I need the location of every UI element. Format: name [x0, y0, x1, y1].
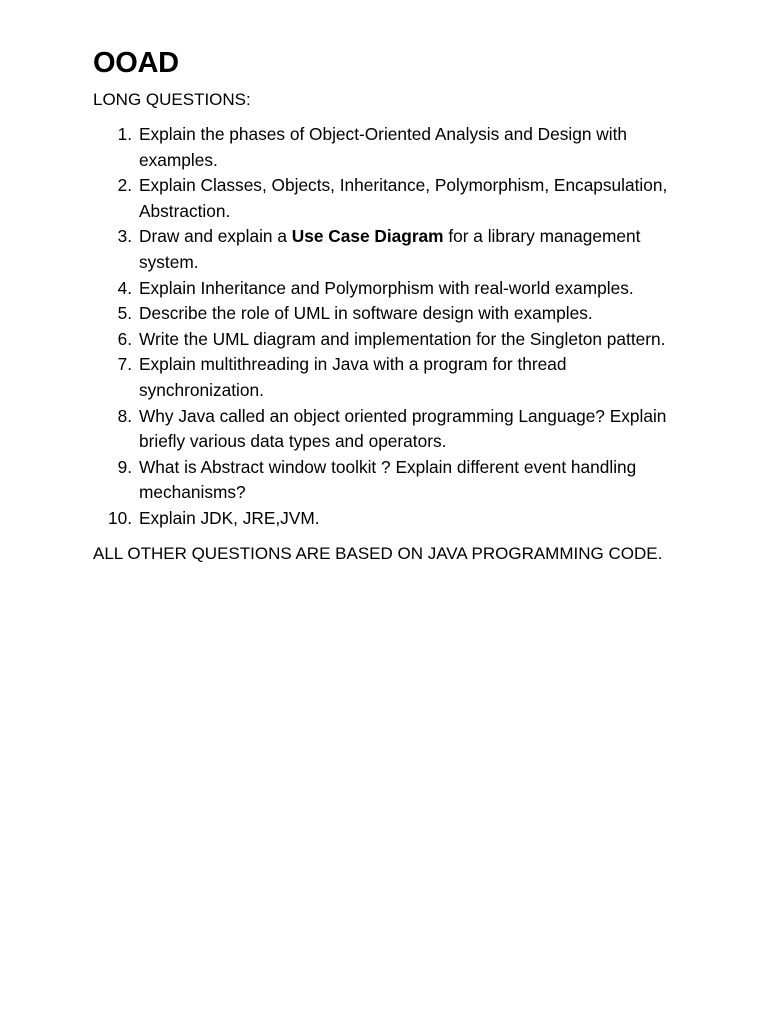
- question-item: [93, 327, 693, 353]
- question-text: What is Abstract window toolkit ? Explain different event handling mechanisms?: [139, 456, 637, 503]
- question-text: Explain JDK, JRE,JVM.: [139, 507, 320, 528]
- question-item: [93, 301, 693, 327]
- question-text: Explain the phases of Object-Oriented Analysis and Design with examples.: [139, 124, 627, 170]
- question-number: 3.: [117, 226, 132, 247]
- question-item: [93, 404, 693, 455]
- question-number: 5.: [117, 303, 132, 324]
- question-text: Explain Inheritance and Polymorphism with real-world examples.: [139, 277, 634, 298]
- question-number: 2.: [117, 175, 132, 196]
- question-number: 7.: [117, 354, 132, 375]
- question-text: Why Java called an object oriented programming Language? Explain briefly various data types and operators.: [139, 405, 667, 452]
- question-number: 9.: [117, 456, 132, 477]
- question-text: Describe the role of UML in software design with examples.: [139, 303, 593, 324]
- emphasis-text: Use Case Diagram: [291, 226, 444, 247]
- question-number: 6.: [117, 328, 132, 349]
- section-heading: LONG QUESTIONS:: [93, 90, 251, 109]
- document-title: OOAD: [93, 47, 179, 79]
- question-item: [93, 122, 693, 173]
- question-text: Write the UML diagram and implementation for the Singleton pattern.: [139, 328, 666, 349]
- question-item: [93, 506, 693, 532]
- question-item: [93, 276, 693, 302]
- question-number: 8.: [117, 405, 132, 426]
- question-number: 4.: [117, 277, 132, 298]
- question-item: [93, 224, 693, 275]
- question-item: [93, 173, 693, 224]
- footer-note: ALL OTHER QUESTIONS ARE BASED ON JAVA PROGRAMMING CODE.: [93, 543, 663, 563]
- question-list: [93, 122, 693, 532]
- question-text: Explain multithreading in Java with a program for thread synchronization.: [139, 354, 567, 400]
- question-item: [93, 455, 693, 506]
- question-text: Explain Classes, Objects, Inheritance, Polymorphism, Encapsulation, Abstraction.: [139, 175, 668, 221]
- question-text: Draw and explain a Use Case Diagram for a library management system.: [139, 226, 641, 272]
- question-item: [93, 352, 693, 403]
- document-page: [93, 44, 693, 566]
- question-number: 1.: [117, 124, 132, 144]
- question-number: 10.: [107, 507, 132, 528]
